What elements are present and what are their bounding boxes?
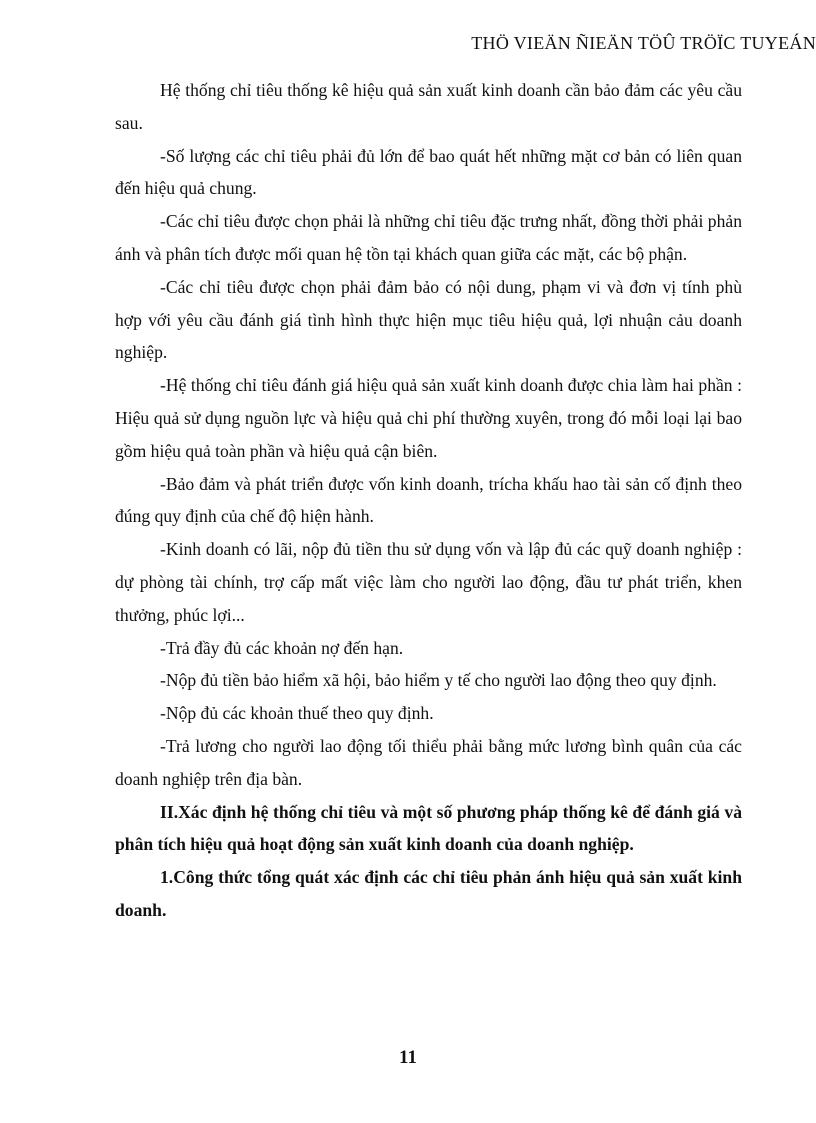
paragraph: -Trả đầy đủ các khoản nợ đến hạn. — [160, 637, 404, 658]
paragraph: -Số lượng các chỉ tiêu phải đủ lớn để bao quát hết những mặt cơ bản có liên quan đến hiệu quả chung. — [115, 145, 742, 199]
subsection-heading: 1.Công thức tổng quát xác định các chỉ tiêu phản ánh hiệu quả sản xuất kinh doanh. — [115, 867, 742, 920]
paragraph: -Bảo đảm và phát triển được vốn kinh doanh, trícha khấu hao tài sản cố định theo đúng quy định của chế độ hiện hành. — [115, 473, 742, 527]
header-title: THÖ VIEÄN ÑIEÄN TÖÛ TRÖÏC TUYEÁN — [471, 33, 816, 53]
paragraph: Hệ thống chỉ tiêu thống kê hiệu quả sản xuất kinh doanh cần bảo đảm các yêu cầu sau. — [115, 80, 742, 133]
paragraph: -Kinh doanh có lãi, nộp đủ tiền thu sử dụng vốn và lập đủ các quỹ doanh nghiệp : dự phòng tài chính, trợ cấp mất việc làm cho người lao động, đầu tư phát triển, khen thưởng, phúc lợi... — [115, 539, 742, 625]
paragraph: -Trả lương cho người lao động tối thiểu phải bằng mức lương bình quân của các doanh nghiệp trên địa bàn. — [115, 735, 742, 789]
section-heading: II.Xác định hệ thống chỉ tiêu và một số phương pháp thống kê để đánh giá và phân tích hiệu quả hoạt động sản xuất kinh doanh của doanh nghiệp. — [115, 801, 742, 855]
page-number: 11 — [399, 1047, 417, 1068]
paragraph: -Các chỉ tiêu được chọn phải là những chỉ tiêu đặc trưng nhất, đồng thời phải phản ánh và phân tích được mối quan hệ tồn tại khách quan giữa các mặt, các bộ phận. — [115, 211, 742, 264]
paragraph: -Các chỉ tiêu được chọn phải đảm bảo có nội dung, phạm vi và đơn vị tính phù hợp với yêu cầu đánh giá tình hình thực hiện mục tiêu hiệu quả, lợi nhuận cảu doanh nghiệp. — [115, 276, 742, 363]
paragraph: -Nộp đủ tiền bảo hiểm xã hội, bảo hiểm y tế cho người lao động theo quy định. — [160, 670, 717, 691]
paragraph: -Nộp đủ các khoản thuế theo quy định. — [160, 703, 434, 724]
body-text — [115, 74, 742, 927]
paragraph: -Hệ thống chỉ tiêu đánh giá hiệu quả sản xuất kinh doanh được chia làm hai phần : Hiệu quả sử dụng nguồn lực và hiệu quả chi phí thường xuyên, trong đó mỗi loại lại bao gồm hiệu quả toàn phần và hiệu quả cận biên. — [115, 375, 742, 461]
